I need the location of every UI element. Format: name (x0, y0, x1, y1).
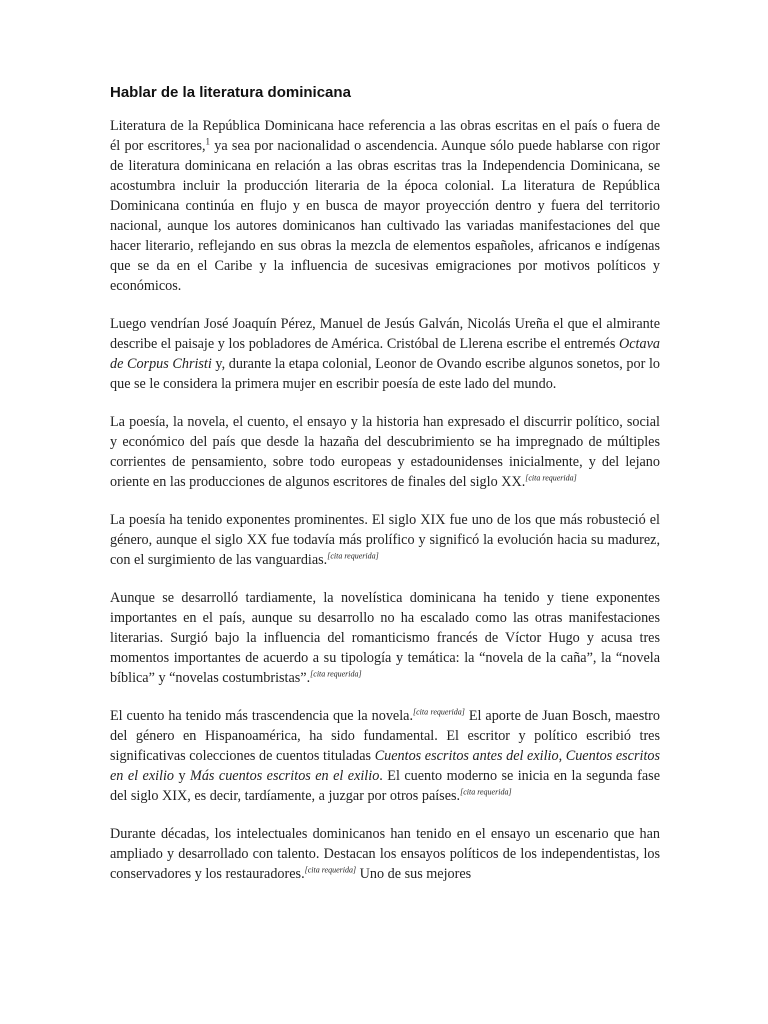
paragraph-6-text-b: El aporte de Juan Bosch, maestro del género en Hispanoamérica, ha sido fundamental. El escritor y político escribió tres significativas colecciones de cuentos tituladas (110, 708, 660, 764)
paragraph-7-text-b: Uno de sus mejores (356, 866, 472, 882)
document-title: Hablar de la literatura dominicana (110, 84, 351, 101)
document-page (110, 82, 660, 902)
paragraph-4 (110, 510, 660, 570)
footnote-marker[interactable]: 1 (205, 136, 211, 147)
paragraph-1 (110, 116, 660, 296)
paragraph-3 (110, 412, 660, 492)
citation-needed-link[interactable]: [cita requerida] (304, 865, 357, 875)
paragraph-6-italic-title-1: Cuentos escritos antes del exilio (374, 748, 559, 764)
paragraph-6-text-c: , (558, 748, 566, 764)
citation-needed-link[interactable]: [cita requerida] (327, 551, 379, 561)
paragraph-2-text-a: Luego vendrían José Joaquín Pérez, Manuel de Jesús Galván, Nicolás Ureña el que el almirante describe el paisaje y los pobladores de América. Cristóbal de Llerena escribe el entremés (110, 316, 660, 352)
paragraph-2 (110, 314, 660, 394)
paragraph-7 (110, 824, 660, 884)
paragraph-6 (110, 706, 660, 806)
citation-needed-link[interactable]: [cita requerida] (413, 707, 465, 717)
paragraph-6-text-a: El cuento ha tenido más trascendencia que la novela. (110, 708, 414, 724)
paragraph-7-text-a: Durante décadas, los intelectuales dominicanos han tenido en el ensayo un escenario que han ampliado y desarrollado con talento. Destacan los ensayos políticos de los independentistas, los conservadores y los restauradores. (110, 826, 660, 882)
paragraph-6-text-d: y (174, 768, 191, 784)
paragraph-1-text-b: ya sea por nacionalidad o ascendencia. Aunque sólo puede hablarse con rigor de literatura dominicana en relación a las obras escritas tras la Independencia Dominicana, se acostumbra incluir la producción literaria de la época colonial. La literatura de República Dominicana continúa en flujo y en busca de mayor proyección dentro y fuera del territorio nacional, aunque los autores dominicanos han cultivado las variadas manifestaciones del que hacer literario, reflejando en sus obras la mezcla de elementos españoles, africanos e indígenas que se da en el Caribe y la influencia de sucesivas emigraciones por motivos políticos y económicos. (110, 138, 660, 294)
paragraph-4-text: La poesía ha tenido exponentes prominentes. El siglo XIX fue uno de los que más robusteció el género, aunque el siglo XX fue todavía más prolífico y significó la evolución hacia su madurez, con el surgimiento de las vanguardias. (110, 512, 660, 568)
citation-needed-link[interactable]: [cita requerida] (525, 473, 577, 483)
paragraph-6-italic-title-3: Más cuentos escritos en el exilio (190, 768, 380, 784)
paragraph-2-text-b: y, durante la etapa colonial, Leonor de Ovando escribe algunos sonetos, por lo que se le considera la primera mujer en escribir poesía de este lado del mundo. (110, 356, 660, 392)
citation-needed-link[interactable]: [cita requerida] (460, 787, 512, 797)
paragraph-6-italic-title-2: Cuentos escritos en el exilio (110, 748, 661, 784)
paragraph-5 (110, 588, 660, 688)
paragraph-5-text: Aunque se desarrolló tardiamente, la novelística dominicana ha tenido y tiene exponentes importantes en el país, aunque su desarrollo no ha escalado como las otras manifestaciones literarias. Surgió bajo la influencia del romanticismo francés de Víctor Hugo y acusa tres momentos importantes de acuerdo a su tipología y temática: la “novela de la caña”, la “novela bíblica” y “novelas costumbristas”. (110, 590, 660, 686)
paragraph-1-text-a: Literatura de la República Dominicana hace referencia a las obras escritas en el país o fuera de él por escritores, (110, 118, 660, 154)
paragraph-3-text: La poesía, la novela, el cuento, el ensayo y la historia han expresado el discurrir político, social y económico del país que desde la hazaña del descubrimiento se ha impregnado de múltiples corrientes de pensamiento, sobre todo europeas y estadounidenses inicialmente, y del lejano oriente en las producciones de algunos escritores de finales del siglo XX. (110, 414, 660, 490)
paragraph-6-text-e: . El cuento moderno se inicia en la segunda fase del siglo XIX, es decir, tardíamente, a juzgar por otros países. (110, 768, 660, 804)
paragraph-2-italic-title: Octava de Corpus Christi (110, 336, 660, 372)
citation-needed-link[interactable]: [cita requerida] (310, 669, 362, 679)
